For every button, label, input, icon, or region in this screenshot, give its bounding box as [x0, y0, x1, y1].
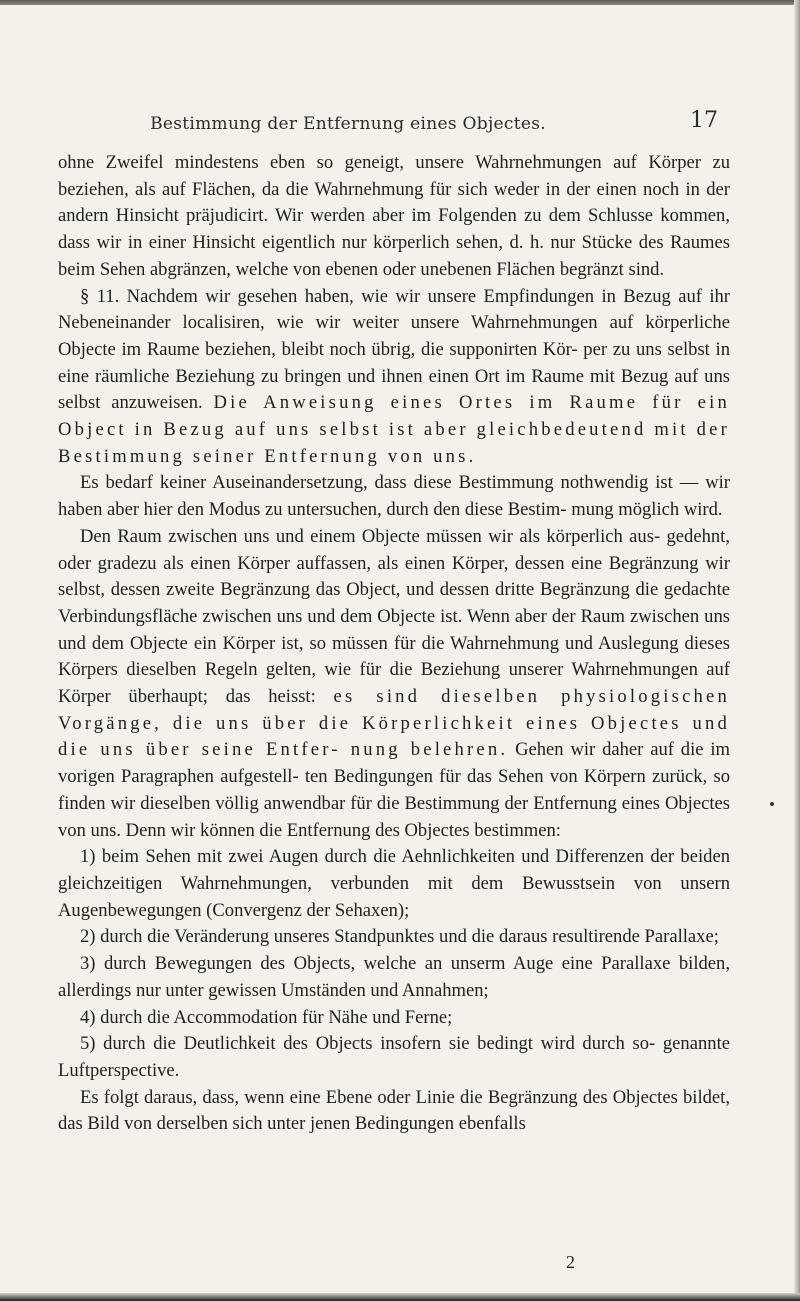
raum-text: Den Raum zwischen uns und einem Objecte müssen wir als körperlich aus- gedehnt, oder gradezu als einen Körper auffassen, als einen Körper, dessen eine Begränzung wir selbst, dessen zweite Begränzung das Object, und dessen dritte Begränzung die gedachte Verbindungsfläche zwischen uns und dem Objecte ist. Wenn aber der Raum zwischen uns und dem Objecte ein Körper ist, so müssen für die Wahrnehmung und Auslegung dieses Körpers dieselben Regeln gelten, wie für die Beziehung unserer Wahrnehmungen auf Körper überhaupt; das heisst:: [58, 525, 730, 708]
page-top-edge: [0, 0, 800, 5]
emphasized-statement: Die Anweisung eines Ortes im Raume für ein Object in Bezug auf uns selbst ist aber gleichbedeutend mit der Bestimmung seiner Entfernung von uns.: [58, 392, 730, 467]
list-item-5: 5) durch die Deutlichkeit des Objects insofern sie bedingt wird durch so- genannte Luftperspective.: [58, 1033, 730, 1081]
list-item-2: 2) durch die Veränderung unseres Standpunktes und die daraus resultirende Parallaxe;: [80, 926, 719, 948]
raum-text-continued: Gehen wir daher auf die im vorigen Paragraphen aufgestell- ten Bedingungen für das Sehen von Körpern zurück, so finden wir dieselben völlig anwendbar für die Bestimmung der Entfernung eines Objectes von uns. Denn wir können die Entfernung des Objectes bestimmen:: [58, 739, 730, 841]
running-title: Bestimmung der Entfernung eines Objectes.: [150, 114, 546, 134]
list-item-3: 3) durch Bewegungen des Objects, welche an unserm Auge eine Parallaxe bilden, allerdings nur unter gewissen Umständen und Annahmen;: [58, 953, 730, 1001]
body-text: [58, 150, 730, 1138]
paragraph-final: Es folgt daraus, dass, wenn eine Ebene oder Linie die Begränzung des Objectes bildet, das Bild von derselben sich unter jenen Bedingungen ebenfalls: [58, 1086, 730, 1135]
page-right-edge: [794, 0, 800, 1301]
page-bottom-edge: [0, 1293, 800, 1301]
paragraph-raum: [58, 524, 730, 844]
paragraph-section-11: [58, 284, 730, 471]
list-item-1: 1) beim Sehen mit zwei Augen durch die Aehnlichkeiten und Differenzen der beiden gleichzeitigen Wahrnehmungen, verbunden mit dem Bewusstsein von unsern Augenbewegungen (Convergenz der Sehaxen);: [58, 846, 730, 921]
list-item-4: 4) durch die Accommodation für Nähe und Ferne;: [80, 1006, 453, 1028]
signature-mark: 2: [566, 1252, 575, 1272]
emphasized-conclusion: es sind dieselben physiologischen Vorgänge, die uns über die Körperlichkeit eines Objectes und die uns über seine Entfer- nung belehren.: [58, 686, 730, 761]
page-number: 17: [690, 108, 718, 133]
paragraph-continuation: ohne Zweifel mindestens eben so geneigt, unsere Wahrnehmungen auf Körper zu beziehen, als auf Flächen, da die Wahrnehmung für sich weder in der einen noch in der andern Hinsicht präjudicirt. Wir werden aber im Folgenden zu dem Schlusse kommen, dass wir in einer Hinsicht eigentlich nur körperlich sehen, d. h. nur Stücke des Raumes beim Sehen abgränzen, welche von ebenen oder unebenen Flächen begränzt sind.: [58, 152, 730, 280]
margin-dot: [770, 802, 774, 806]
paragraph-bestimmung: Es bedarf keiner Auseinandersetzung, dass diese Bestimmung nothwendig ist — wir haben aber hier den Modus zu untersuchen, durch den diese Bestim- mung möglich wird.: [58, 472, 730, 521]
section-11-text: § 11. Nachdem wir gesehen haben, wie wir unsere Empfindungen in Bezug auf ihr Nebeneinander localisiren, wie wir weiter unsere Wahrnehmungen auf körperliche Objecte im Raume beziehen, bleibt noch übrig, die supponirten Kör- per zu uns selbst in eine räumliche Beziehung zu bringen und ihnen einen Ort im Raume mit Bezug auf uns selbst anzuweisen.: [58, 285, 730, 414]
page-header: [58, 108, 718, 138]
